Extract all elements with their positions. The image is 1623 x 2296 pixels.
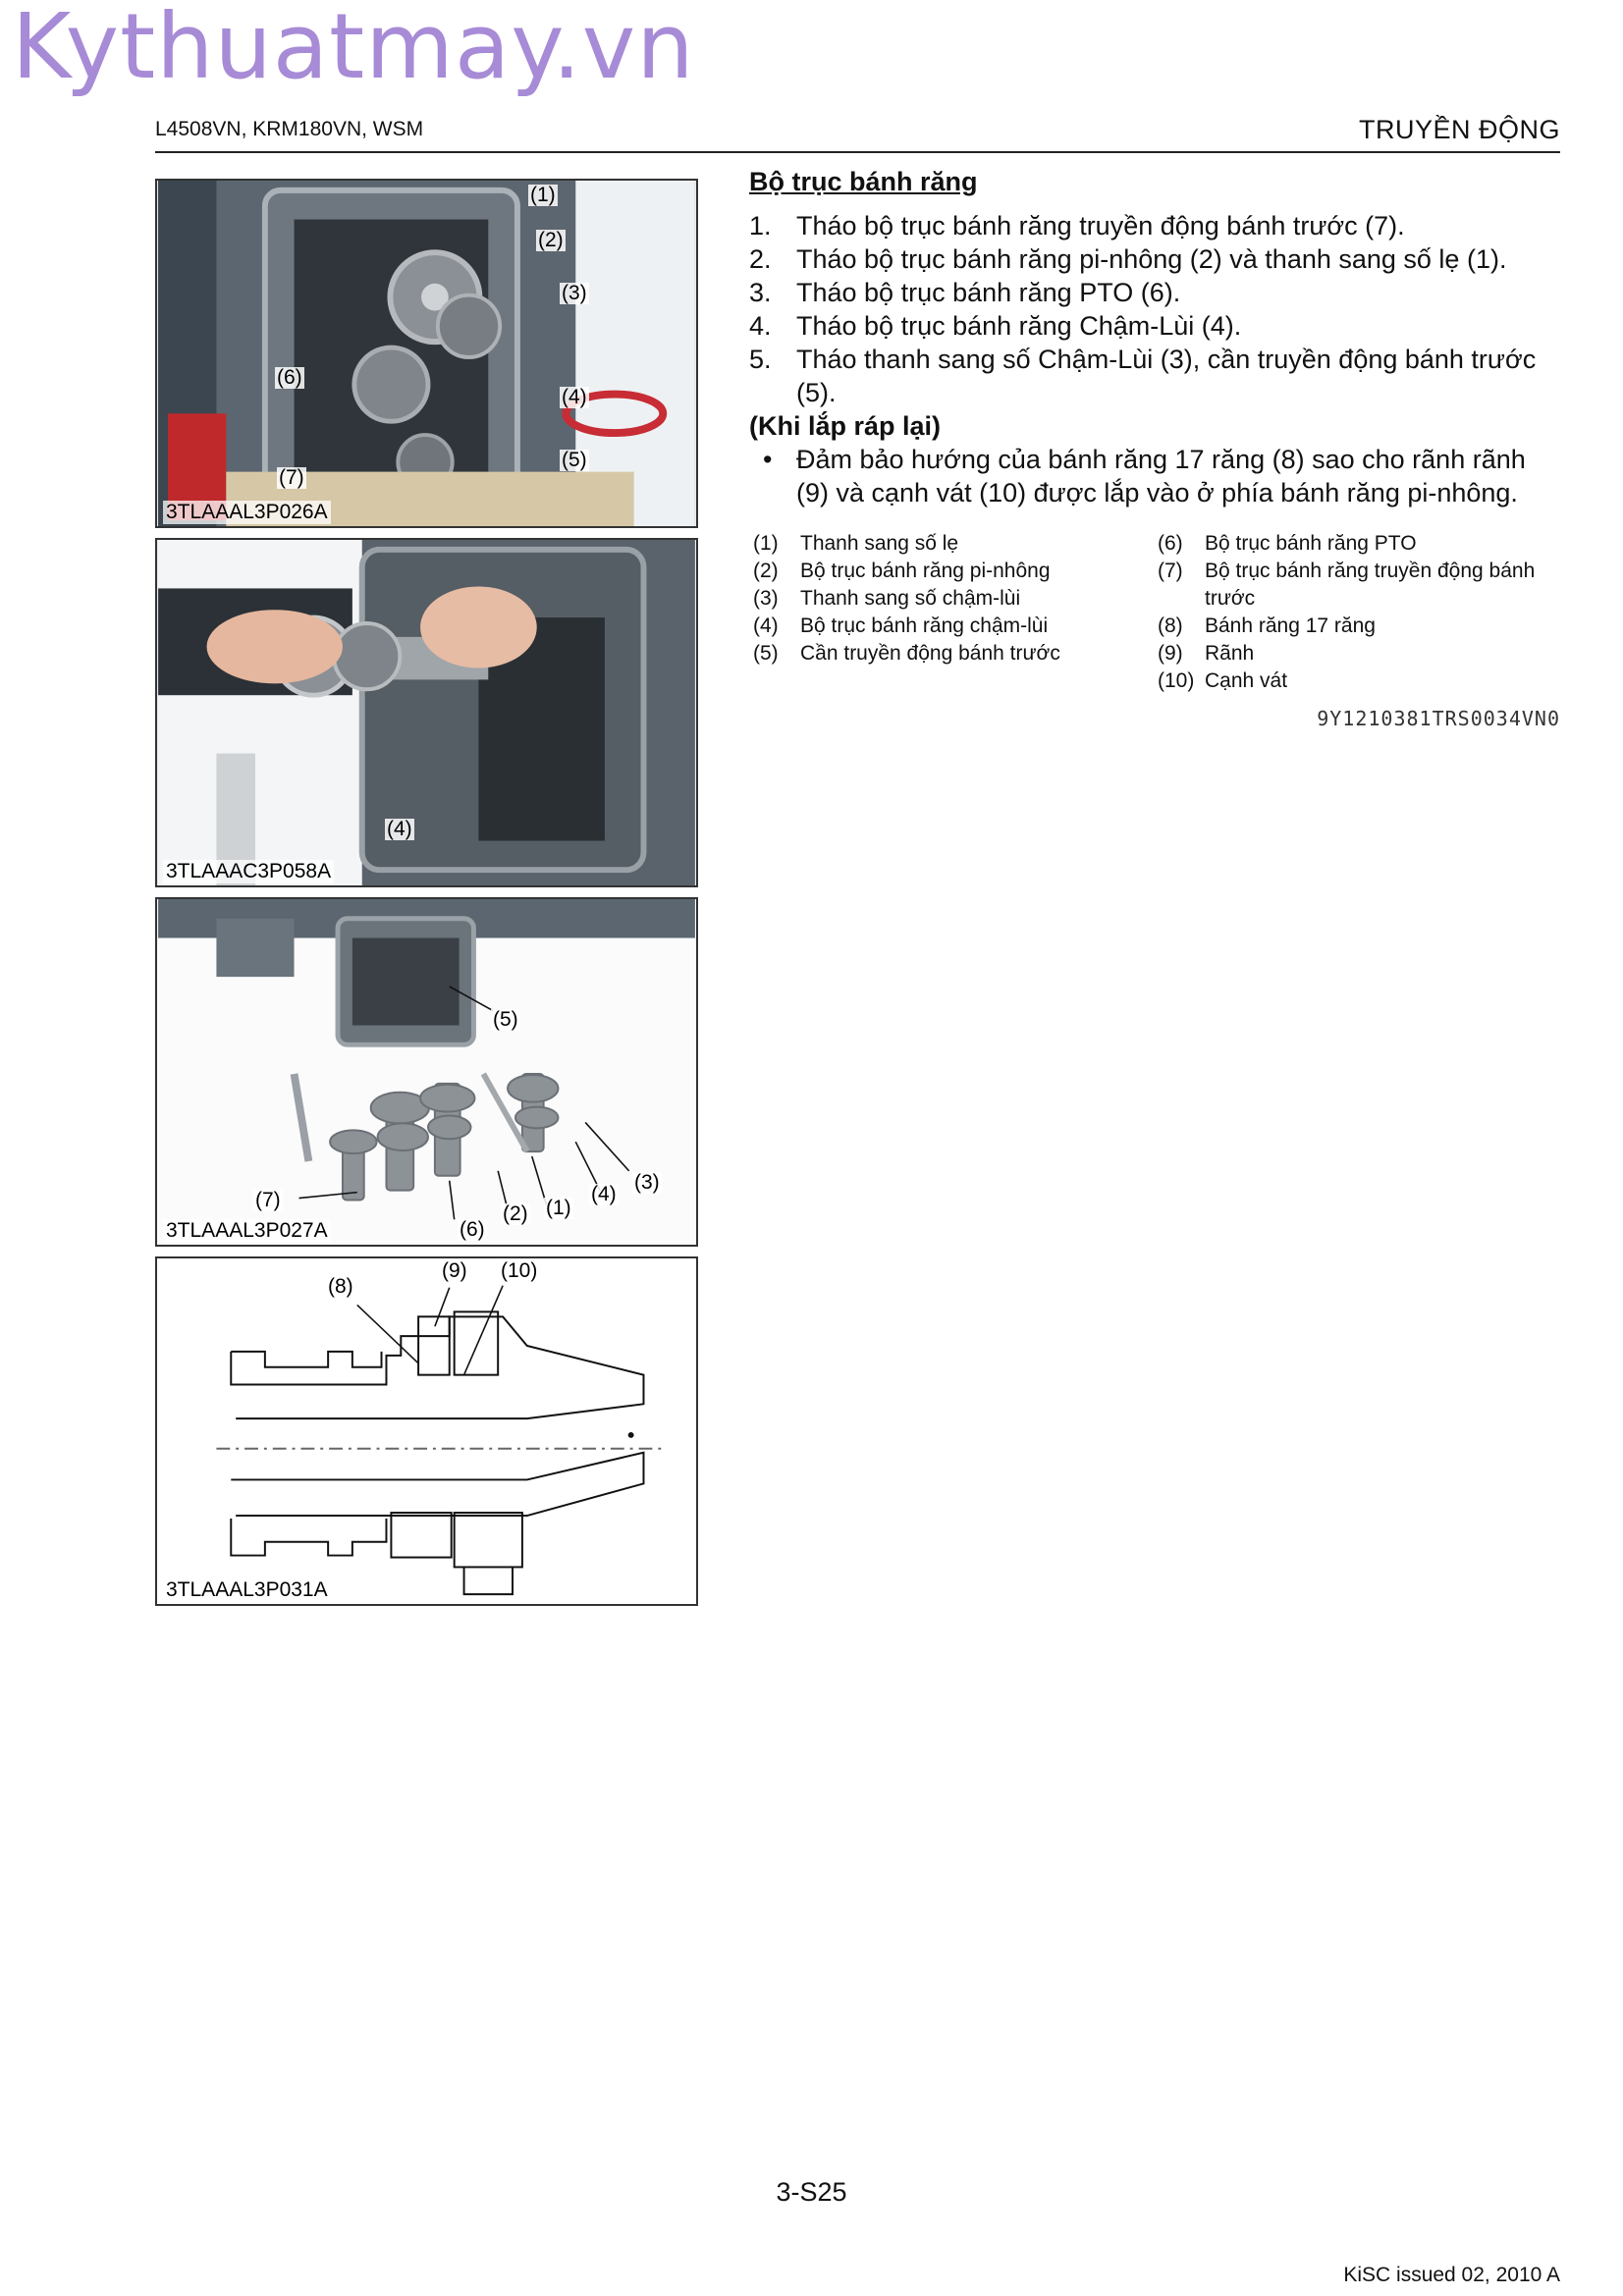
figure-code: 3TLAAAC3P058A (163, 860, 334, 883)
section-title: Bộ trục bánh răng (749, 167, 978, 196)
legend-item (1158, 558, 1560, 613)
callout: (7) (279, 466, 304, 489)
page-number: 3-S25 (776, 2177, 847, 2207)
legend-item (1158, 530, 1560, 558)
callout: (4) (591, 1183, 617, 1205)
legend-number: (6) (1158, 532, 1183, 555)
legend-number: (3) (753, 587, 779, 610)
callout: (5) (493, 1008, 518, 1031)
callout: (3) (634, 1171, 660, 1194)
legend-item (1158, 667, 1560, 695)
legend-text: Cần truyền động bánh trước (800, 642, 1060, 665)
figure-code: 3TLAAAL3P031A (163, 1578, 331, 1602)
callout: (5) (562, 449, 587, 471)
step-number: 1. (749, 211, 772, 240)
legend-number: (2) (753, 560, 779, 582)
step-item (749, 343, 1564, 409)
callout: (6) (460, 1218, 485, 1241)
procedure-section (749, 167, 1564, 509)
legend-text: Bộ trục bánh răng PTO (1205, 532, 1417, 555)
step-text: Tháo bộ trục bánh răng Chậm-Lùi (4). (796, 311, 1242, 341)
reassembly-note (749, 443, 1564, 509)
header-rule (155, 151, 1560, 153)
legend-number: (7) (1158, 560, 1183, 582)
bullet-mark: • (763, 445, 773, 474)
header-models: L4508VN, KRM180VN, WSM (155, 118, 424, 140)
gearbox-photo-2 (157, 540, 696, 885)
reassembly-heading: (Khi lắp ráp lại) (749, 411, 942, 441)
step-text: Tháo bộ trục bánh răng truyền động bánh trước (7). (796, 211, 1405, 240)
step-item (749, 276, 1564, 309)
legend-number: (10) (1158, 669, 1195, 692)
legend-right (1158, 530, 1560, 695)
legend-number: (9) (1158, 642, 1183, 665)
legend-text: Rãnh (1205, 642, 1255, 665)
gearbox-photo-1 (157, 181, 696, 526)
legend-text: Thanh sang số lẹ (800, 532, 959, 555)
watermark-logo: Kythuatmay.vn (12, 0, 695, 99)
step-number: 4. (749, 311, 772, 341)
legend-text: Bánh răng 17 răng (1205, 614, 1376, 637)
callout: (6) (277, 366, 302, 389)
callout: (2) (503, 1202, 528, 1225)
callout: (2) (538, 229, 564, 251)
step-item (749, 309, 1564, 343)
legend-text: Bộ trục bánh răng chậm-lùi (800, 614, 1049, 637)
figure-parts-removed (155, 897, 698, 1247)
step-text: Tháo thanh sang số Chậm-Lùi (3), cần truyền động bánh trước (5). (796, 345, 1537, 407)
step-item (749, 242, 1564, 276)
legend-item (753, 640, 1146, 667)
callout: (10) (501, 1259, 538, 1282)
step-text: Tháo bộ trục bánh răng pi-nhông (2) và thanh sang số lẹ (1). (796, 244, 1507, 274)
callout: (7) (255, 1189, 281, 1211)
figure-code: 3TLAAAL3P026A (163, 501, 331, 524)
legend-number: (8) (1158, 614, 1183, 637)
legend-number: (5) (753, 642, 779, 665)
legend-text: Cạnh vát (1205, 669, 1288, 692)
legend-number: (4) (753, 614, 779, 637)
legend-item (1158, 640, 1560, 667)
legend-left (753, 530, 1146, 667)
legend-item (1158, 613, 1560, 640)
step-text: Tháo bộ trục bánh răng PTO (6). (796, 278, 1181, 307)
callout: (9) (442, 1259, 467, 1282)
gear-section-drawing (157, 1258, 696, 1604)
figure-gearbox-open (155, 179, 698, 528)
legend-text: Bộ trục bánh răng truyền động bánh trước (1205, 560, 1536, 610)
legend-number: (1) (753, 532, 779, 555)
callout: (1) (546, 1197, 571, 1219)
legend-item (753, 530, 1146, 558)
step-number: 3. (749, 278, 772, 307)
step-number: 2. (749, 244, 772, 274)
step-list (749, 209, 1564, 409)
legend-text: Thanh sang số chậm-lùi (800, 587, 1021, 610)
legend-item (753, 613, 1146, 640)
callout: (8) (328, 1275, 353, 1298)
callout: (4) (562, 386, 587, 408)
legend-item (753, 558, 1146, 585)
legend-text: Bộ trục bánh răng pi-nhông (800, 560, 1051, 582)
callout: (1) (530, 184, 556, 206)
callout: (3) (562, 282, 587, 304)
figure-code: 3TLAAAL3P027A (163, 1219, 331, 1243)
callout: (4) (387, 818, 412, 840)
figure-gear-orientation-diagram (155, 1256, 698, 1606)
reassembly-note-text: Đảm bảo hướng của bánh răng 17 răng (8) sao cho rãnh rãnh (9) và cạnh vát (10) được lắp vào ở phía bánh răng pi-nhông. (796, 445, 1526, 507)
legend-item (753, 585, 1146, 613)
footer-issue: KiSC issued 02, 2010 A (1343, 2264, 1560, 2286)
figure-shaft-removal (155, 538, 698, 887)
step-number: 5. (749, 345, 772, 374)
step-item (749, 209, 1564, 242)
header-chapter: TRUYỀN ĐỘNG (1358, 115, 1560, 144)
document-code: 9Y1210381TRS0034VN0 (1317, 707, 1560, 730)
